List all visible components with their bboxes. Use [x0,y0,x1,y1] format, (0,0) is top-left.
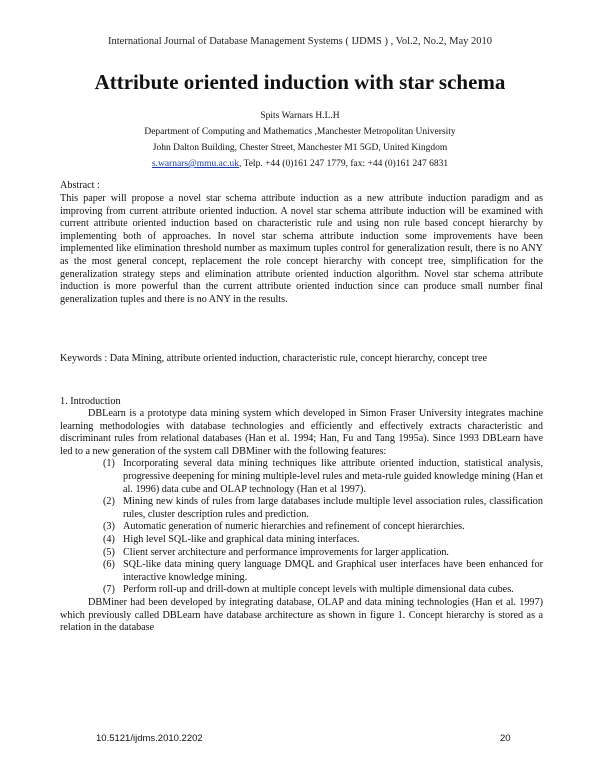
list-item [60,534,543,547]
list-item-number: (3) [103,521,115,533]
list-item-text: Client server architecture and performance improvements for larger application. [123,546,449,558]
list-item [60,496,543,521]
list-item [60,559,543,584]
list-item-number: (2) [103,496,115,508]
paper-title: Attribute oriented induction with star schema [94,70,506,94]
section-heading-introduction: 1. Introduction [60,396,121,407]
introduction-section [60,408,543,635]
list-item-text: Automatic generation of numeric hierarchies and refinement of concept hierarchies. [123,521,465,533]
feature-list [60,458,543,597]
author-block [0,108,600,172]
list-item-number: (1) [103,458,115,470]
list-item-text: Mining new kinds of rules from large databases include multiple level association rules, classification rules, cluster description rules and prediction. [123,496,543,520]
list-item-text: Incorporating several data mining techniques like attribute oriented induction, statistical analysis, progressive deepening for mining multiple-level rules and meta-rule guided knowledge mining (Han et al. 1996) data cube and OLAP technology (Han et al 1997). [123,458,543,495]
footer-page-number: 20 [500,733,511,744]
abstract-text: This paper will propose a novel star schema attribute induction as a new attribute induction paradigm and as improving from current attribute oriented induction. A novel star schema attribute induction will be examined with current attribute oriented induction based on characteristic rule and using non rule based concept hierarchy by implementing both of approaches. In novel star schema attribute induction some improvements have been implemented like elimination threshold number as maximum tuples control for generalization result, there is no ANY as the most general concept, replacement the role concept hierarchy with concept tree, simplification for the generalization strategy steps and elimination attribute oriented induction algorithm. Novel star schema attribute induction is more powerful than the current attribute oriented induction since can produce small number final generalization tuples and there is no ANY in the results. [60,193,543,305]
journal-header: International Journal of Database Management Systems ( IJDMS ) , Vol.2, No.2, May 2010 [108,36,492,47]
author-email-link[interactable]: s.warnars@mmu.ac.uk [151,159,239,169]
list-item-number: (5) [103,546,115,558]
author-contact [0,156,600,172]
keywords: Keywords : Data Mining, attribute oriented induction, characteristic rule, concept hierarchy, concept tree [60,353,488,364]
introduction-paragraph-1: DBLearn is a prototype data mining system which developed in Simon Fraser University integrates machine learning methodologies with database technologies and efficiently and effectively extracts characteristic and discriminant rules from relational databases (Han et al. 1994; Han, Fu and Tang 1995a). Since 1993 DBLearn have led to a new generation of the system call DBMiner with the following features: [60,408,543,457]
list-item-number: (6) [103,559,115,571]
list-item [60,521,543,534]
list-item-number: (4) [103,533,115,545]
list-item [60,458,543,496]
introduction-paragraph-2: DBMiner had been developed by integrating database, OLAP and data mining technologies (Han et al. 1997) which previously called DBLearn have database architecture as shown in figure 1. Concept hierarchy is stored as a relation in the database [60,596,543,634]
list-item-number: (7) [103,584,115,596]
footer-doi: 10.5121/ijdms.2010.2202 [96,733,203,744]
list-item [60,547,543,560]
author-phone-fax: , Telp. +44 (0)161 247 1779, fax: +44 (0)161 247 6831 [239,159,449,169]
list-item-text: Perform roll-up and drill-down at multiple concept levels with multiple dimensional data cubes. [123,584,514,596]
author-address: John Dalton Building, Chester Street, Manchester M1 5GD, United Kingdom [152,143,448,153]
abstract-label: Abstract : [60,180,100,191]
list-item-text: High level SQL-like and graphical data mining interfaces. [123,533,360,545]
author-affiliation: Department of Computing and Mathematics ,Manchester Metropolitan University [144,127,456,137]
list-item-text: SQL-like data mining query language DMQL and Graphical user interfaces have been enhanced for interactive knowledge mining. [123,559,543,583]
author-name: Spits Warnars H.L.H [260,111,340,121]
list-item [60,584,543,597]
